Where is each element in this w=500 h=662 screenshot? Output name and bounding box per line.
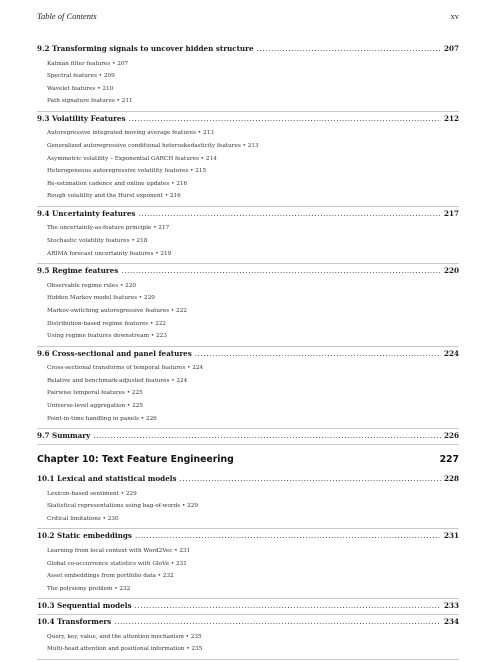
toc-content bbox=[37, 44, 459, 662]
section-divider bbox=[37, 111, 459, 112]
section-title: 9.7 Summary bbox=[37, 431, 91, 441]
subsection-list bbox=[47, 127, 459, 203]
chapter-title: Chapter 10: Text Feature Engineering bbox=[37, 454, 234, 466]
dot-leader bbox=[195, 349, 441, 359]
toc-section-entry[interactable] bbox=[37, 209, 459, 219]
subsection-list bbox=[47, 545, 459, 595]
dot-leader bbox=[135, 531, 441, 541]
toc-section-entry[interactable] bbox=[37, 266, 459, 276]
toc-subsection-entry[interactable]: The uncertainty-as-feature principle • 217 bbox=[47, 225, 170, 232]
subsection-list bbox=[47, 631, 459, 656]
subsection-list bbox=[47, 362, 459, 425]
section-page: 231 bbox=[443, 531, 459, 541]
toc-subsection-entry[interactable]: Universe-level aggregation • 225 bbox=[47, 402, 143, 409]
toc-subsection-entry[interactable]: Critical limitations • 230 bbox=[47, 515, 119, 522]
toc-subsection-entry[interactable]: Kalman filter features • 207 bbox=[47, 60, 129, 67]
toc-subsection-entry[interactable]: Heterogeneous autoregressive volatility features • 215 bbox=[47, 168, 207, 175]
toc-subsection-entry[interactable]: Generalized autoregressive conditional heteroskedasticity features • 213 bbox=[47, 142, 259, 149]
toc-section-entry[interactable] bbox=[37, 617, 459, 627]
section-divider bbox=[37, 614, 459, 615]
toc-subsection-entry[interactable]: Rough volatility and the Hurst exponent • 216 bbox=[47, 193, 181, 200]
dot-leader bbox=[114, 617, 441, 627]
section-title: 10.4 Transformers bbox=[37, 617, 112, 627]
toc-subsection-entry[interactable]: Wavelet features • 210 bbox=[47, 85, 114, 92]
toc-subsection-entry[interactable]: Observable regime rules • 220 bbox=[47, 282, 136, 289]
toc-subsection-entry[interactable]: Pairwise temporal features • 225 bbox=[47, 390, 143, 397]
dot-leader bbox=[257, 44, 441, 54]
section-page: 220 bbox=[443, 266, 459, 276]
dot-leader bbox=[138, 209, 441, 219]
chapter-heading[interactable] bbox=[37, 453, 459, 466]
section-title: 10.3 Sequential models bbox=[37, 601, 132, 611]
toc-subsection-entry[interactable]: Cross-sectional transforms of temporal features • 224 bbox=[47, 365, 204, 372]
dot-leader bbox=[180, 474, 441, 484]
section-page: 233 bbox=[443, 601, 459, 611]
running-header-title: Table of Contents bbox=[37, 11, 97, 21]
toc-section-entry[interactable] bbox=[37, 44, 459, 54]
toc-chapter-10-sections bbox=[37, 474, 459, 660]
section-divider bbox=[37, 263, 459, 264]
toc-subsection-entry[interactable]: Learning from local context with Word2Vec • 231 bbox=[47, 547, 191, 554]
toc-subsection-entry[interactable]: Hidden Markov model features • 220 bbox=[47, 295, 155, 302]
subsection-list bbox=[47, 58, 459, 108]
toc-subsection-entry[interactable]: Re-estimation cadence and online updates • 216 bbox=[47, 180, 188, 187]
toc-subsection-entry[interactable]: Markov-switching autoregressive features • 222 bbox=[47, 307, 187, 314]
toc-section-entry[interactable] bbox=[37, 474, 459, 484]
toc-section-entry[interactable] bbox=[37, 531, 459, 541]
section-divider bbox=[37, 528, 459, 529]
toc-subsection-entry[interactable]: Asset embeddings from portfolio data • 232 bbox=[47, 573, 174, 580]
section-page: 207 bbox=[443, 44, 459, 53]
toc-subsection-entry[interactable]: Stochastic volatility features • 218 bbox=[47, 238, 148, 245]
section-divider bbox=[37, 346, 459, 347]
toc-section-entry[interactable] bbox=[37, 601, 459, 611]
subsection-list bbox=[47, 280, 459, 343]
dot-leader bbox=[121, 266, 441, 276]
section-page: 212 bbox=[443, 113, 459, 123]
section-page: 224 bbox=[443, 348, 459, 358]
toc-section-entry[interactable] bbox=[37, 114, 459, 124]
toc-subsection-entry[interactable]: Distribution-based regime features • 222 bbox=[47, 320, 167, 327]
section-divider bbox=[37, 206, 459, 207]
toc-subsection-entry[interactable]: Statistical representations using bag-of-words • 229 bbox=[47, 503, 199, 510]
section-divider bbox=[37, 444, 459, 445]
toc-subsection-entry[interactable]: Global co-occurrence statistics with GloVe • 231 bbox=[47, 560, 187, 567]
running-header bbox=[37, 11, 459, 23]
toc-subsection-entry[interactable]: Asymmetric volatility – Exponential GARCH features • 214 bbox=[47, 155, 217, 162]
section-title: 9.4 Uncertainty features bbox=[37, 208, 136, 218]
toc-subsection-entry[interactable]: Lexicon-based sentiment • 229 bbox=[47, 490, 137, 497]
section-page: 217 bbox=[443, 208, 459, 218]
toc-section-entry[interactable] bbox=[37, 431, 459, 441]
section-divider bbox=[37, 428, 459, 429]
chapter-page: 227 bbox=[439, 454, 459, 466]
toc-section-entry[interactable] bbox=[37, 349, 459, 359]
section-title: 9.6 Cross-sectional and panel features bbox=[37, 348, 192, 358]
toc-subsection-entry[interactable]: Query, key, value, and the attention mechanism • 235 bbox=[47, 633, 202, 640]
toc-subsection-entry[interactable]: Using regime features downstream • 223 bbox=[47, 333, 167, 340]
subsection-list bbox=[47, 222, 459, 260]
toc-chapter-9-sections bbox=[37, 44, 459, 445]
toc-subsection-entry[interactable]: Spectral features • 209 bbox=[47, 73, 115, 80]
section-page: 234 bbox=[443, 617, 459, 627]
section-page: 228 bbox=[443, 474, 459, 484]
dot-leader bbox=[129, 114, 441, 124]
toc-subsection-entry[interactable]: Multi-head attention and positional information • 235 bbox=[47, 646, 203, 653]
toc-subsection-entry[interactable]: Path signature features • 211 bbox=[47, 98, 133, 105]
toc-subsection-entry[interactable]: Autoregressive integrated moving average features • 213 bbox=[47, 130, 214, 137]
toc-subsection-entry[interactable]: Relative and benchmark-adjusted features • 224 bbox=[47, 377, 188, 384]
dot-leader bbox=[135, 601, 441, 611]
toc-subsection-entry[interactable]: The polysemy problem • 232 bbox=[47, 585, 131, 592]
section-divider bbox=[37, 598, 459, 599]
section-title: 9.5 Regime features bbox=[37, 266, 119, 276]
section-title: 9.2 Transforming signals to uncover hidden structure bbox=[37, 44, 254, 53]
subsection-list bbox=[47, 488, 459, 526]
section-title: 10.1 Lexical and statistical models bbox=[37, 474, 177, 484]
toc-subsection-entry[interactable]: Point-in-time handling in panels • 226 bbox=[47, 415, 157, 422]
section-title: 9.3 Volatility Features bbox=[37, 113, 126, 123]
section-title: 10.2 Static embeddings bbox=[37, 531, 132, 541]
section-page: 226 bbox=[443, 431, 459, 441]
page-number: xv bbox=[450, 11, 459, 21]
toc-subsection-entry[interactable]: ARIMA forecast uncertainty features • 219 bbox=[47, 250, 172, 257]
dot-leader bbox=[93, 431, 441, 441]
section-divider bbox=[37, 659, 459, 660]
